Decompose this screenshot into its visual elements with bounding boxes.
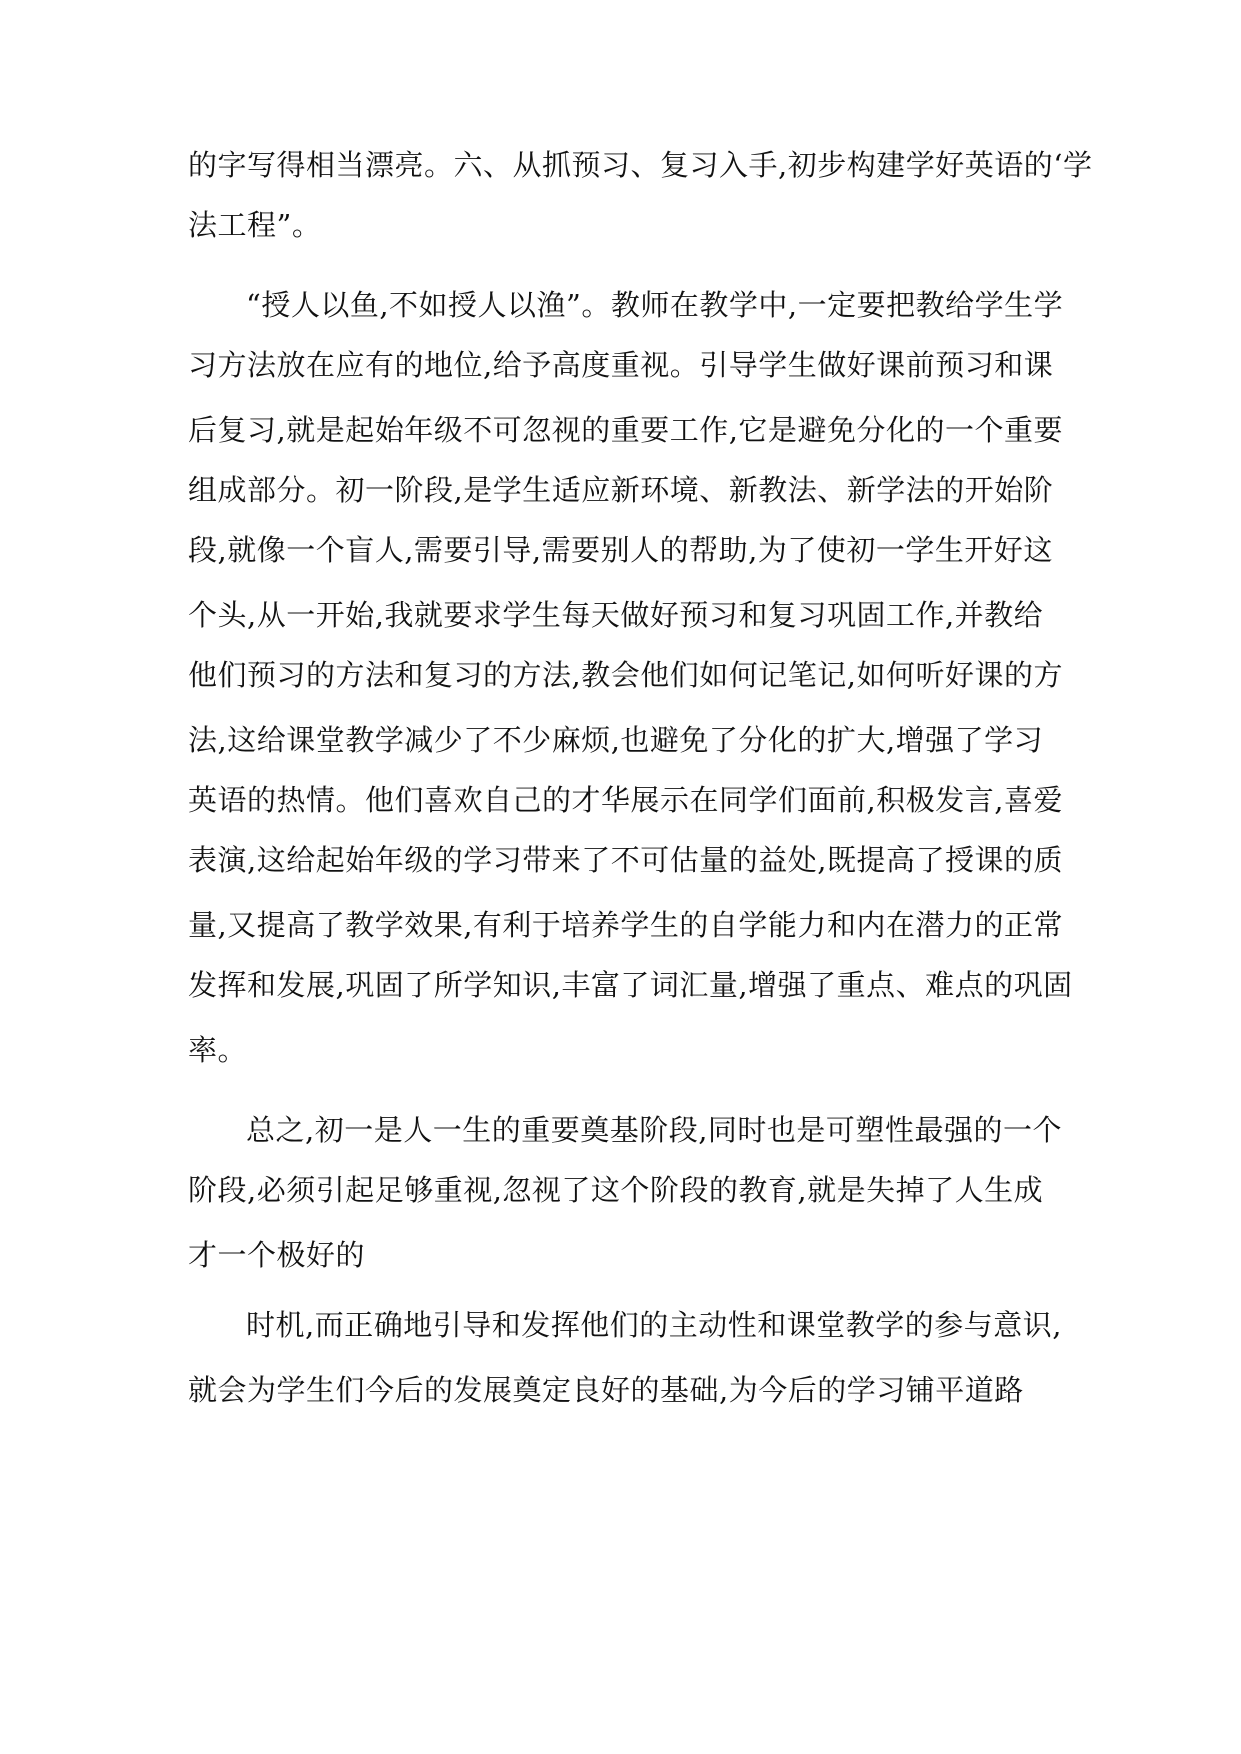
text-line: 量,又提高了教学效果,有利于培养学生的自学能力和内在潜力的正常 [188,908,1063,942]
text-line: 表演,这给起始年级的学习带来了不可估量的益处,既提高了授课的质 [188,843,1063,877]
text-line: 后复习,就是起始年级不可忽视的重要工作,它是避免分化的一个重要 [188,413,1063,447]
text-line: 法工程”。 [188,208,322,242]
text-line: 段,就像一个盲人,需要引导,需要别人的帮助,为了使初一学生开好这 [188,533,1053,567]
text-line: 法,这给课堂教学减少了不少麻烦,也避免了分化的扩大,增强了学习 [188,723,1044,757]
text-line: “授人以鱼,不如授人以渔”。教师在教学中,一定要把教给学生学 [246,288,1064,322]
text-line: 的字写得相当漂亮。六、从抓预习、复习入手,初步构建学好英语的‘学 [188,148,1093,182]
text-line: 总之,初一是人一生的重要奠基阶段,同时也是可塑性最强的一个 [246,1113,1062,1147]
text-line: 才一个极好的 [188,1238,366,1272]
text-line: 习方法放在应有的地位,给予高度重视。引导学生做好课前预习和课 [188,348,1054,382]
text-line: 英语的热情。他们喜欢自己的才华展示在同学们面前,积极发言,喜爱 [188,783,1063,817]
text-line: 率。 [188,1033,248,1067]
text-line: 个头,从一开始,我就要求学生每天做好预习和复习巩固工作,并教给 [188,598,1044,632]
text-line: 他们预习的方法和复习的方法,教会他们如何记笔记,如何听好课的方 [188,658,1063,692]
text-line: 发挥和发展,巩固了所学知识,丰富了词汇量,增强了重点、难点的巩固 [188,968,1073,1002]
text-line: 时机,而正确地引导和发挥他们的主动性和课堂教学的参与意识, [246,1308,1062,1342]
text-line: 就会为学生们今后的发展奠定良好的基础,为今后的学习铺平道路 [188,1373,1024,1407]
text-line: 阶段,必须引起足够重视,忽视了这个阶段的教育,就是失掉了人生成 [188,1173,1044,1207]
text-line: 组成部分。初一阶段,是学生适应新环境、新教法、新学法的开始阶 [188,473,1054,507]
